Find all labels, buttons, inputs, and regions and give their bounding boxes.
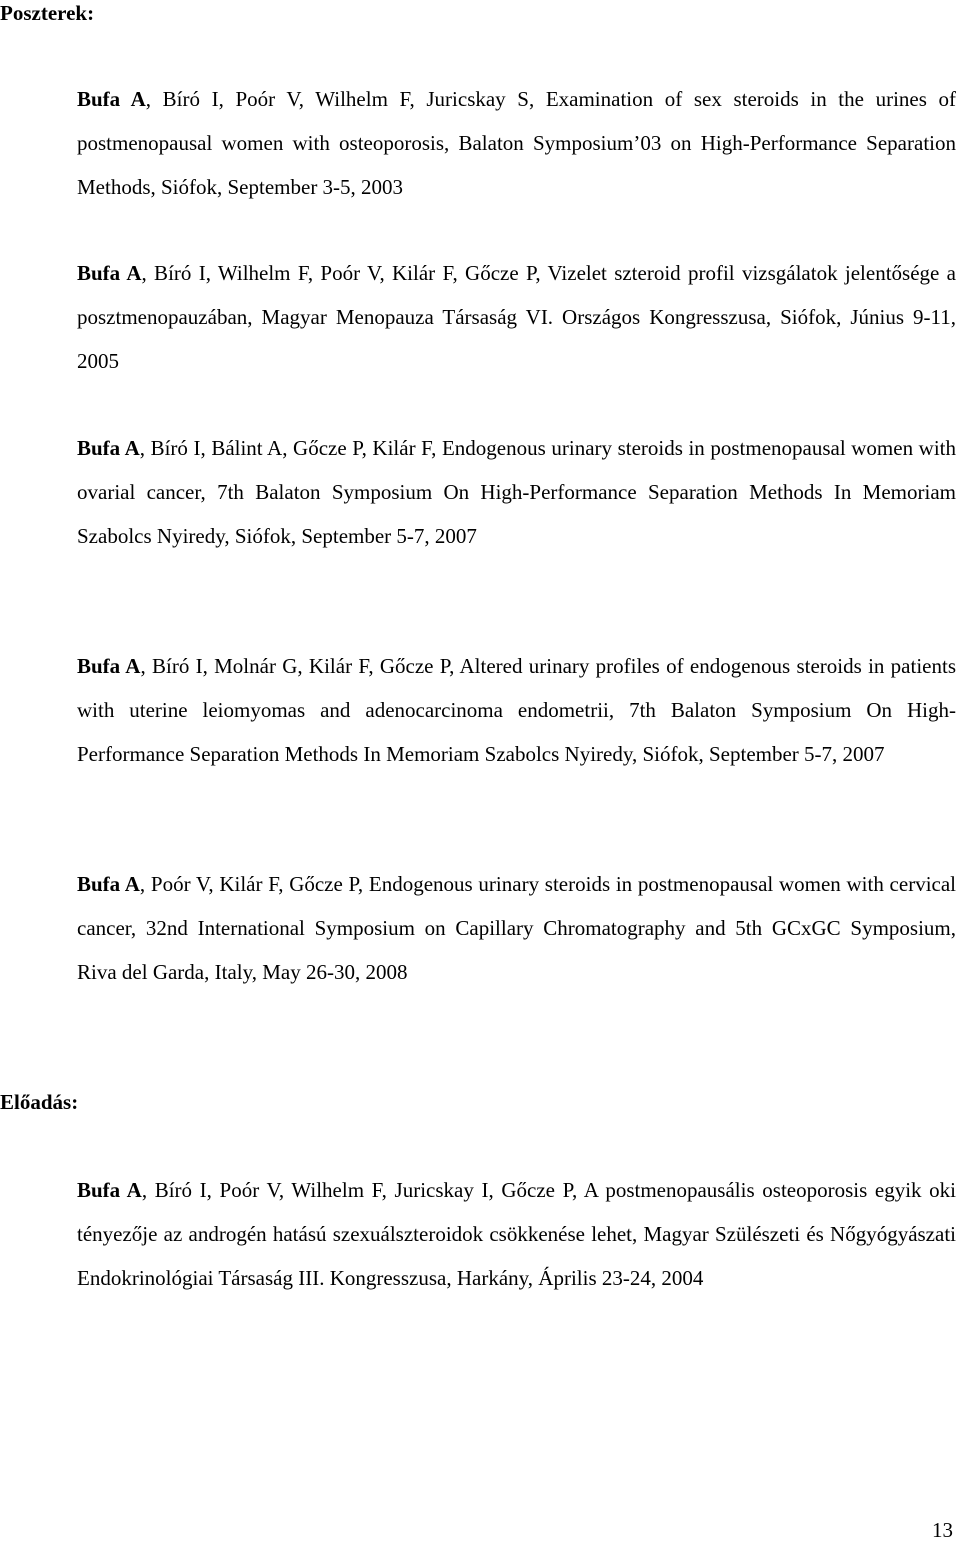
citation-text: , Bíró I, Poór V, Wilhelm F, Juricskay S, Examination of sex steroids in the urines of postmenopausal women with osteoporosis, Balaton Symposium’03 on High-Performance Separation Methods, Siófok, September 3-5, 2003 — [77, 87, 956, 199]
citation-text: , Bíró I, Molnár G, Kilár F, Gőcze P, Altered urinary profiles of endogenous steroids in patients with uterine leiomyomas and adenocarcinoma endometrii, 7th Balaton Symposium On High-Performance Separation Methods In Memoriam Szabolcs Nyiredy, Siófok, September 5-7, 2007 — [77, 654, 957, 766]
lead-author: Bufa A — [77, 654, 141, 678]
poster-entry — [77, 426, 956, 558]
citation-text: , Bíró I, Wilhelm F, Poór V, Kilár F, Gőcze P, Vizelet szteroid profil vizsgálatok jelentősége a posztmenopauzában, Magyar Menopauza Társaság VI. Országos Kongresszusa, Siófok, Június 9-11, 2005 — [77, 261, 956, 373]
citation-text: , Poór V, Kilár F, Gőcze P, Endogenous urinary steroids in postmenopausal women with cervical cancer, 32nd International Symposium on Capillary Chromatography and 5th GCxGC Symposium, Riva del Garda, Italy, May 26-30, 2008 — [77, 872, 956, 984]
poster-entry — [77, 251, 956, 383]
poster-entry — [77, 644, 956, 776]
lead-author: Bufa A — [77, 436, 140, 460]
lead-author: Bufa A — [77, 872, 140, 896]
citation-text: , Bíró I, Poór V, Wilhelm F, Juricskay I, Gőcze P, A postmenopausális osteoporosis egyik oki tényezője az androgén hatású szexuálszteroidok csökkenése lehet, Magyar Szülészeti és Nőgyógyászati Endokrinológiai Társaság III. Kongresszusa, Harkány, Április 23-24, 2004 — [77, 1178, 957, 1290]
lead-author: Bufa A — [77, 1178, 142, 1202]
lead-author: Bufa A — [77, 87, 146, 111]
poster-entry — [77, 862, 956, 994]
citation-text: , Bíró I, Bálint A, Gőcze P, Kilár F, Endogenous urinary steroids in postmenopausal women with ovarial cancer, 7th Balaton Symposium On High-Performance Separation Methods In Memoriam Szabolcs Nyiredy, Siófok, September 5-7, 2007 — [77, 436, 956, 548]
page-number: 13 — [932, 1518, 953, 1542]
section-heading-talks: Előadás: — [0, 1090, 79, 1114]
lead-author: Bufa A — [77, 261, 142, 285]
poster-entry — [77, 77, 956, 209]
talk-entry — [77, 1168, 956, 1300]
section-heading-posters: Poszterek: — [0, 1, 95, 25]
